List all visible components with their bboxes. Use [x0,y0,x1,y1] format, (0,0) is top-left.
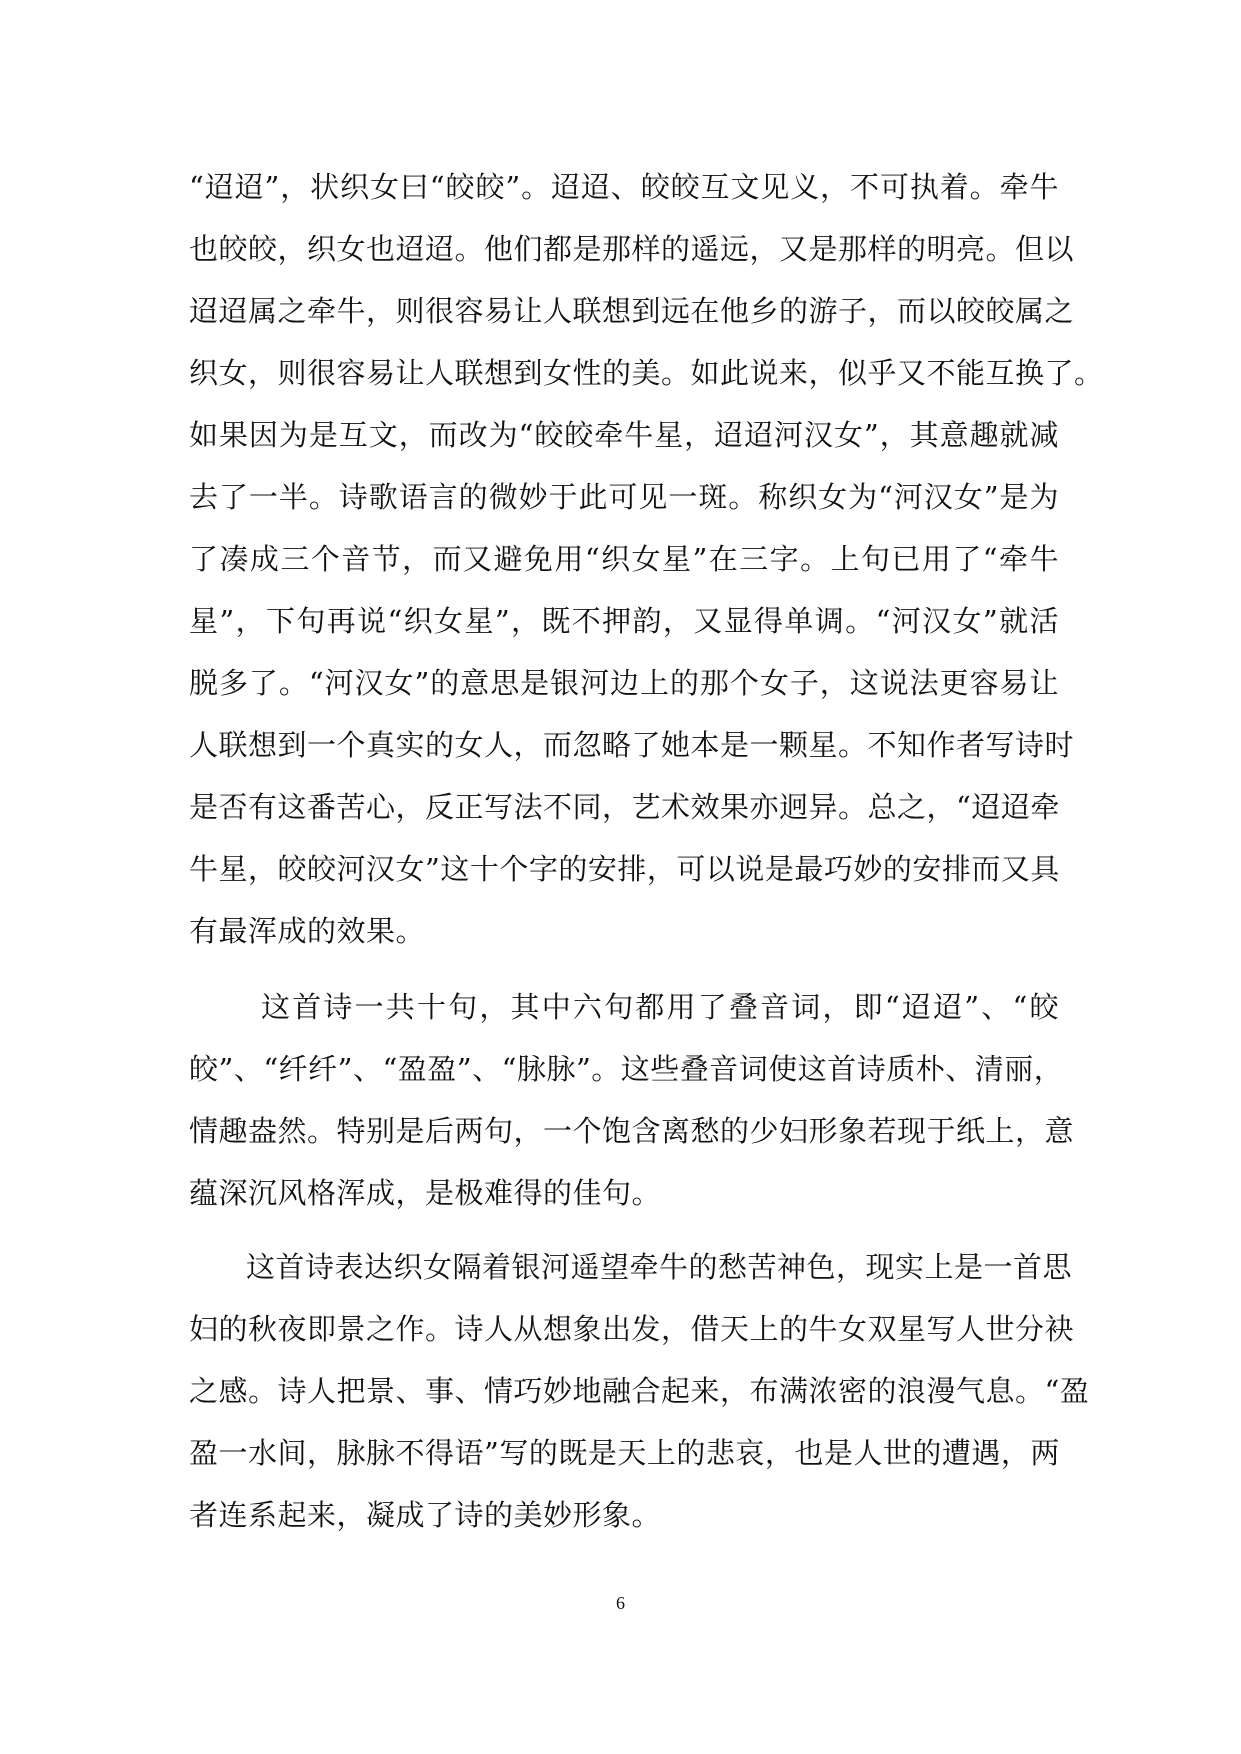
paragraph-1-line-11: 是否有这番苦心，反正写法不同，艺术效果亦迥异。总之，“迢迢牵 [189,790,1060,824]
paragraph-1-line-5: 如果因为是互文，而改为“皎皎牵牛星，迢迢河汉女”，其意趣就减 [189,418,1059,452]
paragraph-2-line-1: 这首诗一共十句，其中六句都用了叠音词，即“迢迢”、“皎 [261,990,1059,1024]
paragraph-1-line-12: 牛星，皎皎河汉女”这十个字的安排，可以说是最巧妙的安排而又具 [189,852,1060,886]
paragraph-1-line-4: 织女，则很容易让人联想到女性的美。如此说来，似乎又不能互换了。 [189,356,1104,390]
paragraph-2-line-4: 蕴深沉风格浑成，是极难得的佳句。 [189,1176,662,1210]
paragraph-1-line-6: 去了一半。诗歌语言的微妙于此可见一斑。称织女为“河汉女”是为 [189,480,1059,514]
paragraph-1-line-1: “迢迢”，状织女曰“皎皎”。迢迢、皎皎互文见义，不可执着。牵牛 [189,170,1059,204]
paragraph-2 [189,976,1075,1224]
paragraph-1-line-9: 脱多了。“河汉女”的意思是银河边上的那个女子，这说法更容易让 [189,666,1059,700]
paragraph-1-line-3: 迢迢属之牵牛，则很容易让人联想到远在他乡的游子，而以皎皎属之 [189,294,1075,328]
paragraph-3 [189,1236,1090,1546]
paragraph-3-line-1: 这首诗表达织女隔着银河遥望牵牛的愁苦神色，现实上是一首思 [246,1250,1073,1284]
paragraph-3-line-4: 盈一水间，脉脉不得语”写的既是天上的悲哀，也是人世的遭遇，两 [189,1436,1060,1470]
paragraph-2-line-3: 情趣盎然。特别是后两句，一个饱含离愁的少妇形象若现于纸上，意 [189,1114,1075,1148]
paragraph-1 [189,156,1104,962]
paragraph-3-line-5: 者连系起来，凝成了诗的美妙形象。 [189,1498,662,1532]
paragraph-1-line-7: 了凑成三个音节，而又避免用“织女星”在三字。上句已用了“牵牛 [189,542,1059,576]
page-number: 6 [616,1593,625,1613]
paragraph-2-line-2: 皎”、“纤纤”、“盈盈”、“脉脉”。这些叠音词使这首诗质朴、清丽， [189,1052,1064,1086]
paragraph-1-line-13: 有最浑成的效果。 [189,914,426,948]
paragraph-3-line-2: 妇的秋夜即景之作。诗人从想象出发，借天上的牛女双星写人世分袂 [189,1312,1075,1346]
paragraph-1-line-8: 星”，下句再说“织女星”，既不押韵，又显得单调。“河汉女”就活 [189,604,1059,638]
paragraph-1-line-10: 人联想到一个真实的女人，而忽略了她本是一颗星。不知作者写诗时 [189,728,1075,762]
paragraph-3-line-3: 之感。诗人把景、事、情巧妙地融合起来，布满浓密的浪漫气息。“盈 [189,1374,1090,1408]
body-text [189,156,1104,1546]
paragraph-1-line-2: 也皎皎，织女也迢迢。他们都是那样的遥远，又是那样的明亮。但以 [189,232,1075,266]
